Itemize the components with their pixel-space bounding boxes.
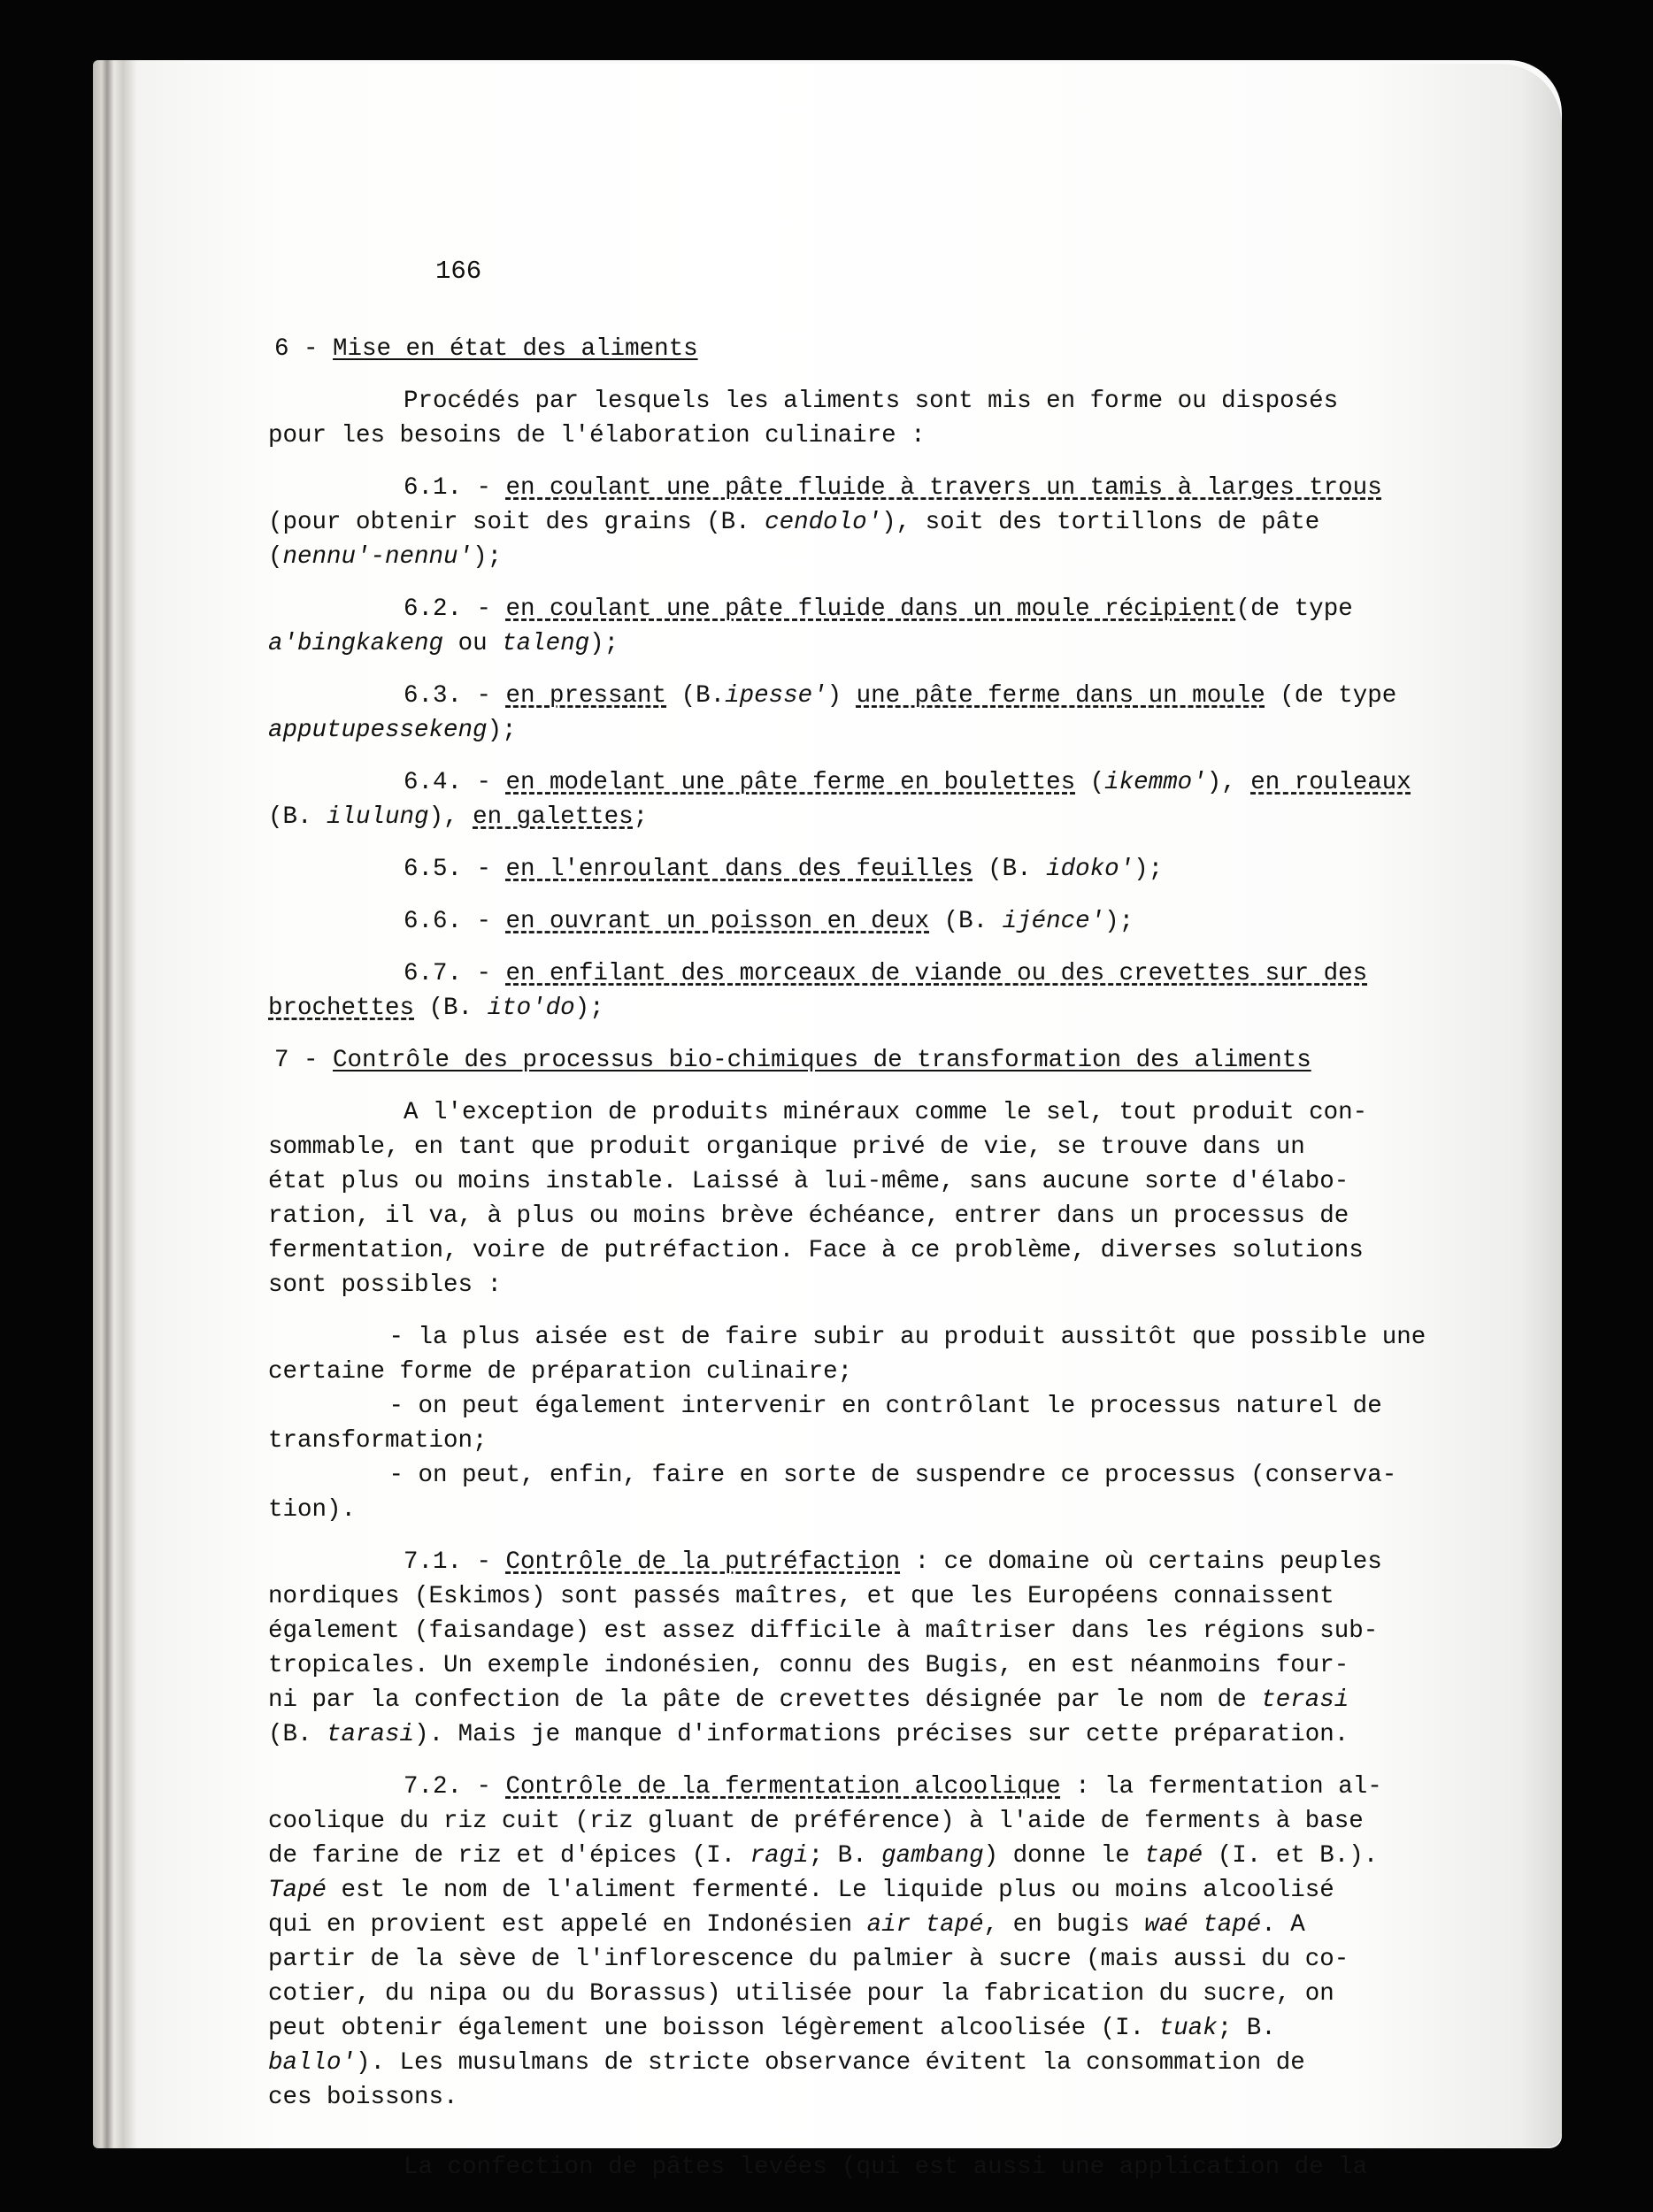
closing-paragraph-line: La confection de pâtes levées (qui est aussi une application de la bbox=[345, 2154, 1368, 2181]
para-7-intro-line-5: fermentation, voire de putréfaction. Face à ce problème, diverses solutions bbox=[239, 1237, 1364, 1264]
item-7-1-line-2: nordiques (Eskimos) sont passés maîtres, et que les Européens connaissent bbox=[239, 1583, 1334, 1610]
item-7-2-line-3: de farine de riz et d'épices (I. ragi; B. gambang) donne le tapé (I. et B.). bbox=[239, 1842, 1379, 1870]
item-6-3-line-1: 6.3. - en pressant (B.ipesse') une pâte ferme dans un moule (de type bbox=[345, 682, 1397, 710]
section-7-heading: 7 - Contrôle des processus bio-chimiques de transformation des aliments bbox=[274, 1047, 1311, 1074]
bullet-3-line-2: tion). bbox=[239, 1496, 357, 1524]
section-6-intro-line-2: pour les besoins de l'élaboration culinaire : bbox=[239, 422, 926, 449]
bullet-2-line-1: - on peut également intervenir en contrôlant le processus naturel de bbox=[345, 1393, 1382, 1420]
item-6-2-line-2: a'bingkakeng ou taleng); bbox=[268, 630, 619, 657]
para-7-intro-line-6: sont possibles : bbox=[239, 1271, 503, 1299]
item-6-4-line-2: (B. ilulung), en galettes; bbox=[239, 803, 649, 831]
item-6-7-line-2: brochettes (B. ito'do); bbox=[268, 995, 604, 1022]
item-7-2-line-8: peut obtenir également une boisson légèrement alcoolisée (I. tuak; B. bbox=[239, 2015, 1276, 2042]
item-7-1-line-5: ni par la confection de la pâte de crevettes désignée par le nom de terasi bbox=[239, 1686, 1349, 1714]
item-7-2-line-2: coolique du riz cuit (riz gluant de préférence) à l'aide de ferments à base bbox=[239, 1808, 1364, 1835]
para-7-intro-line-3: état plus ou moins instable. Laissé à lui-même, sans aucune sorte d'élabo- bbox=[239, 1168, 1349, 1195]
bullet-1-line-2: certaine forme de préparation culinaire; bbox=[239, 1358, 853, 1386]
item-6-5: 6.5. - en l'enroulant dans des feuilles (B. idoko'); bbox=[345, 856, 1164, 883]
bullet-2-line-2: transformation; bbox=[239, 1427, 488, 1455]
para-7-intro-line-1: A l'exception de produits minéraux comme le sel, tout produit con- bbox=[345, 1099, 1368, 1126]
item-6-4-line-1: 6.4. - en modelant une pâte ferme en boulettes (ikemmo'), en rouleaux bbox=[345, 769, 1411, 796]
item-7-2-line-6: partir de la sève de l'inflorescence du palmier à sucre (mais aussi du co- bbox=[239, 1946, 1349, 1973]
para-7-intro-line-2: sommable, en tant que produit organique privé de vie, se trouve dans un bbox=[239, 1133, 1305, 1161]
item-6-2-line-1: 6.2. - en coulant une pâte fluide dans un moule récipient(de type bbox=[345, 595, 1353, 623]
item-7-2-line-9: ballo'). Les musulmans de stricte observance évitent la consommation de bbox=[268, 2049, 1305, 2077]
section-6-intro-line-1: Procédés par lesquels les aliments sont mis en forme ou disposés bbox=[345, 388, 1339, 415]
item-6-1-line-3: (nennu'-nennu'); bbox=[239, 543, 503, 571]
item-6-1-line-1: 6.1. - en coulant une pâte fluide à travers un tamis à larges trous bbox=[345, 474, 1382, 502]
item-7-2-line-4: Tapé est le nom de l'aliment fermenté. Le liquide plus ou moins alcoolisé bbox=[268, 1877, 1334, 1904]
para-7-intro-line-4: ration, il va, à plus ou moins brève échéance, entrer dans un processus de bbox=[239, 1202, 1349, 1230]
item-6-1-line-2: (pour obtenir soit des grains (B. cendolo'), soit des tortillons de pâte bbox=[239, 509, 1320, 536]
bullet-3-line-1: - on peut, enfin, faire en sorte de suspendre ce processus (conserva- bbox=[345, 1462, 1397, 1489]
section-6-heading: 6 - Mise en état des aliments bbox=[274, 335, 698, 363]
item-7-1-line-6: (B. tarasi). Mais je manque d'informations précises sur cette préparation. bbox=[239, 1721, 1349, 1748]
page-number: 166 bbox=[435, 257, 482, 286]
item-7-2-line-10: ces boissons. bbox=[239, 2084, 458, 2111]
item-7-1-line-4: tropicales. Un exemple indonésien, connu des Bugis, en est néanmoins four- bbox=[239, 1652, 1349, 1679]
item-6-3-line-2: apputupessekeng); bbox=[268, 717, 517, 744]
item-6-6: 6.6. - en ouvrant un poisson en deux (B. ijénce'); bbox=[345, 908, 1134, 935]
item-7-2-line-1: 7.2. - Contrôle de la fermentation alcoolique : la fermentation al- bbox=[345, 1773, 1382, 1801]
bullet-1-line-1: - la plus aisée est de faire subir au produit aussitôt que possible une bbox=[345, 1324, 1426, 1351]
item-7-2-line-7: cotier, du nipa ou du Borassus) utilisée pour la fabrication du sucre, on bbox=[239, 1980, 1334, 2008]
item-7-1-line-3: également (faisandage) est assez difficile à maîtriser dans les régions sub- bbox=[239, 1617, 1379, 1645]
page-body bbox=[239, 243, 1504, 2185]
item-6-7-line-1: 6.7. - en enfilant des morceaux de viande ou des crevettes sur des bbox=[345, 960, 1368, 987]
item-7-2-line-5: qui en provient est appelé en Indonésien air tapé, en bugis waé tapé. A bbox=[239, 1911, 1305, 1939]
item-7-1-line-1: 7.1. - Contrôle de la putréfaction : ce domaine où certains peuples bbox=[345, 1548, 1382, 1576]
